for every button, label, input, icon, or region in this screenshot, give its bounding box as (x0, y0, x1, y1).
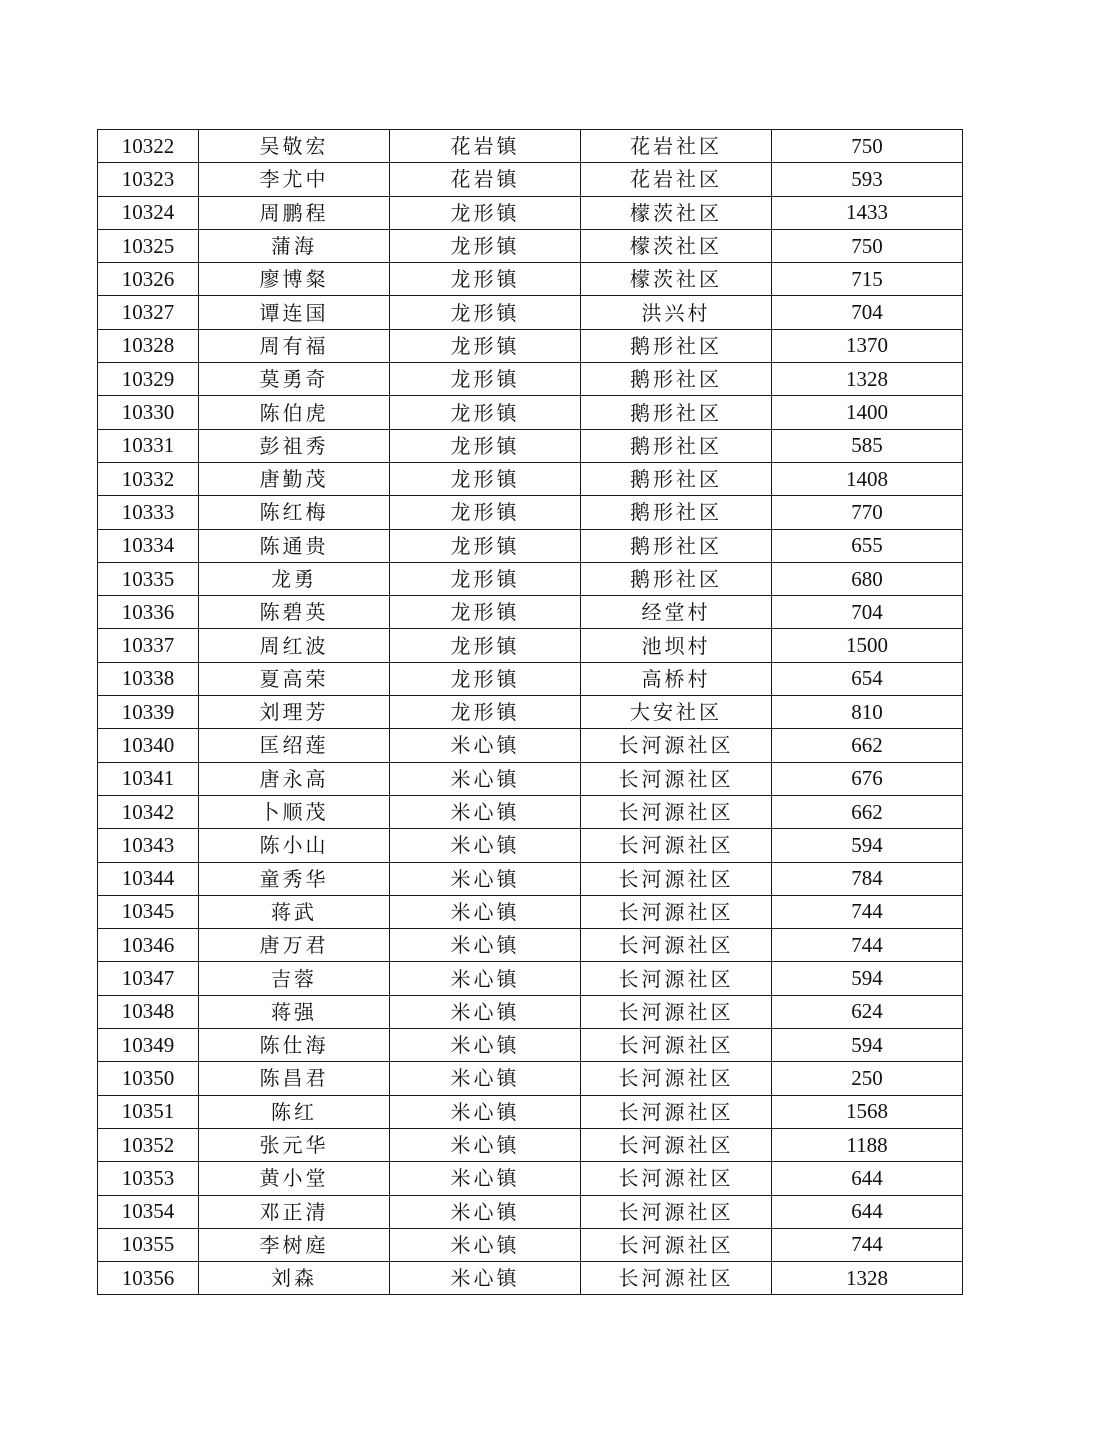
community-cell: 高桥村 (581, 662, 772, 695)
id-cell: 10325 (98, 229, 199, 262)
table-row (98, 1128, 963, 1161)
table-row (98, 1062, 963, 1095)
community-cell: 长河源社区 (581, 962, 772, 995)
town-cell: 米心镇 (390, 862, 581, 895)
name-cell: 匡绍莲 (199, 729, 390, 762)
amount-cell: 654 (772, 662, 963, 695)
id-cell: 10336 (98, 596, 199, 629)
town-cell: 龙形镇 (390, 696, 581, 729)
community-cell: 长河源社区 (581, 1228, 772, 1261)
id-cell: 10344 (98, 862, 199, 895)
table-row (98, 163, 963, 196)
amount-cell: 680 (772, 562, 963, 595)
id-cell: 10354 (98, 1195, 199, 1228)
town-cell: 花岩镇 (390, 163, 581, 196)
community-cell: 长河源社区 (581, 995, 772, 1028)
name-cell: 莫勇奇 (199, 363, 390, 396)
table-row (98, 1095, 963, 1128)
amount-cell: 1433 (772, 196, 963, 229)
amount-cell: 594 (772, 829, 963, 862)
town-cell: 米心镇 (390, 995, 581, 1028)
amount-cell: 810 (772, 696, 963, 729)
table-row (98, 862, 963, 895)
id-cell: 10345 (98, 895, 199, 928)
community-cell: 长河源社区 (581, 762, 772, 795)
town-cell: 龙形镇 (390, 662, 581, 695)
community-cell: 鹅形社区 (581, 529, 772, 562)
id-cell: 10326 (98, 263, 199, 296)
community-cell: 洪兴村 (581, 296, 772, 329)
community-cell: 长河源社区 (581, 1062, 772, 1095)
community-cell: 长河源社区 (581, 1162, 772, 1195)
id-cell: 10323 (98, 163, 199, 196)
amount-cell: 715 (772, 263, 963, 296)
table-row (98, 396, 963, 429)
amount-cell: 655 (772, 529, 963, 562)
name-cell: 童秀华 (199, 862, 390, 895)
id-cell: 10353 (98, 1162, 199, 1195)
community-cell: 鹅形社区 (581, 329, 772, 362)
amount-cell: 594 (772, 1029, 963, 1062)
town-cell: 龙形镇 (390, 496, 581, 529)
amount-cell: 744 (772, 929, 963, 962)
town-cell: 龙形镇 (390, 229, 581, 262)
table-row (98, 130, 963, 163)
amount-cell: 750 (772, 130, 963, 163)
community-cell: 鹅形社区 (581, 396, 772, 429)
town-cell: 米心镇 (390, 829, 581, 862)
id-cell: 10333 (98, 496, 199, 529)
id-cell: 10351 (98, 1095, 199, 1128)
name-cell: 李尤中 (199, 163, 390, 196)
table-row (98, 895, 963, 928)
name-cell: 吉蓉 (199, 962, 390, 995)
amount-cell: 1500 (772, 629, 963, 662)
town-cell: 龙形镇 (390, 629, 581, 662)
town-cell: 龙形镇 (390, 429, 581, 462)
id-cell: 10342 (98, 795, 199, 828)
id-cell: 10337 (98, 629, 199, 662)
town-cell: 龙形镇 (390, 462, 581, 495)
id-cell: 10339 (98, 696, 199, 729)
name-cell: 谭连国 (199, 296, 390, 329)
id-cell: 10335 (98, 562, 199, 595)
community-cell: 花岩社区 (581, 130, 772, 163)
amount-cell: 704 (772, 296, 963, 329)
table-row (98, 1262, 963, 1295)
name-cell: 陈昌君 (199, 1062, 390, 1095)
town-cell: 龙形镇 (390, 263, 581, 296)
name-cell: 龙勇 (199, 562, 390, 595)
town-cell: 龙形镇 (390, 296, 581, 329)
town-cell: 米心镇 (390, 962, 581, 995)
community-cell: 长河源社区 (581, 829, 772, 862)
community-cell: 长河源社区 (581, 795, 772, 828)
amount-cell: 1568 (772, 1095, 963, 1128)
town-cell: 龙形镇 (390, 363, 581, 396)
table-row (98, 629, 963, 662)
town-cell: 米心镇 (390, 795, 581, 828)
id-cell: 10329 (98, 363, 199, 396)
community-cell: 鹅形社区 (581, 429, 772, 462)
id-cell: 10343 (98, 829, 199, 862)
name-cell: 张元华 (199, 1128, 390, 1161)
town-cell: 米心镇 (390, 1095, 581, 1128)
name-cell: 陈红梅 (199, 496, 390, 529)
name-cell: 李树庭 (199, 1228, 390, 1261)
amount-cell: 784 (772, 862, 963, 895)
table-row (98, 196, 963, 229)
town-cell: 龙形镇 (390, 196, 581, 229)
name-cell: 唐永高 (199, 762, 390, 795)
amount-cell: 1328 (772, 1262, 963, 1295)
community-cell: 经堂村 (581, 596, 772, 629)
amount-cell: 644 (772, 1195, 963, 1228)
table-row (98, 562, 963, 595)
community-cell: 檬茨社区 (581, 229, 772, 262)
town-cell: 龙形镇 (390, 596, 581, 629)
name-cell: 邓正清 (199, 1195, 390, 1228)
name-cell: 陈通贵 (199, 529, 390, 562)
town-cell: 米心镇 (390, 929, 581, 962)
amount-cell: 585 (772, 429, 963, 462)
name-cell: 黄小堂 (199, 1162, 390, 1195)
town-cell: 米心镇 (390, 1029, 581, 1062)
id-cell: 10347 (98, 962, 199, 995)
name-cell: 周红波 (199, 629, 390, 662)
town-cell: 米心镇 (390, 1195, 581, 1228)
table-row (98, 496, 963, 529)
id-cell: 10352 (98, 1128, 199, 1161)
amount-cell: 744 (772, 1228, 963, 1261)
town-cell: 龙形镇 (390, 396, 581, 429)
table-row (98, 1162, 963, 1195)
name-cell: 陈红 (199, 1095, 390, 1128)
id-cell: 10328 (98, 329, 199, 362)
amount-cell: 676 (772, 762, 963, 795)
table-row (98, 529, 963, 562)
name-cell: 吴敬宏 (199, 130, 390, 163)
id-cell: 10340 (98, 729, 199, 762)
id-cell: 10349 (98, 1029, 199, 1062)
town-cell: 花岩镇 (390, 130, 581, 163)
table-row (98, 462, 963, 495)
community-cell: 鹅形社区 (581, 462, 772, 495)
community-cell: 鹅形社区 (581, 562, 772, 595)
amount-cell: 594 (772, 962, 963, 995)
table-row (98, 795, 963, 828)
table-row (98, 995, 963, 1028)
table-row (98, 1228, 963, 1261)
table-row (98, 696, 963, 729)
amount-cell: 593 (772, 163, 963, 196)
name-cell: 刘森 (199, 1262, 390, 1295)
name-cell: 唐万君 (199, 929, 390, 962)
community-cell: 长河源社区 (581, 862, 772, 895)
amount-cell: 1328 (772, 363, 963, 396)
id-cell: 10330 (98, 396, 199, 429)
town-cell: 米心镇 (390, 895, 581, 928)
community-cell: 池坝村 (581, 629, 772, 662)
table-row (98, 263, 963, 296)
community-cell: 檬茨社区 (581, 196, 772, 229)
table-row (98, 829, 963, 862)
town-cell: 米心镇 (390, 1228, 581, 1261)
name-cell: 蒋强 (199, 995, 390, 1028)
amount-cell: 1408 (772, 462, 963, 495)
amount-cell: 644 (772, 1162, 963, 1195)
community-cell: 长河源社区 (581, 1262, 772, 1295)
table-row (98, 363, 963, 396)
name-cell: 廖博粲 (199, 263, 390, 296)
name-cell: 周鹏程 (199, 196, 390, 229)
community-cell: 大安社区 (581, 696, 772, 729)
name-cell: 陈伯虎 (199, 396, 390, 429)
community-cell: 长河源社区 (581, 1095, 772, 1128)
name-cell: 唐勤茂 (199, 462, 390, 495)
name-cell: 周有福 (199, 329, 390, 362)
town-cell: 龙形镇 (390, 562, 581, 595)
table-row (98, 1029, 963, 1062)
community-cell: 长河源社区 (581, 1029, 772, 1062)
id-cell: 10331 (98, 429, 199, 462)
amount-cell: 662 (772, 729, 963, 762)
id-cell: 10322 (98, 130, 199, 163)
town-cell: 龙形镇 (390, 529, 581, 562)
name-cell: 刘理芳 (199, 696, 390, 729)
id-cell: 10338 (98, 662, 199, 695)
name-cell: 夏高荣 (199, 662, 390, 695)
amount-cell: 1370 (772, 329, 963, 362)
id-cell: 10356 (98, 1262, 199, 1295)
id-cell: 10350 (98, 1062, 199, 1095)
table-body (98, 130, 963, 1295)
community-cell: 花岩社区 (581, 163, 772, 196)
town-cell: 米心镇 (390, 1128, 581, 1161)
id-cell: 10355 (98, 1228, 199, 1261)
community-cell: 长河源社区 (581, 1195, 772, 1228)
community-cell: 长河源社区 (581, 929, 772, 962)
community-cell: 鹅形社区 (581, 496, 772, 529)
community-cell: 长河源社区 (581, 895, 772, 928)
town-cell: 米心镇 (390, 1162, 581, 1195)
amount-cell: 1400 (772, 396, 963, 429)
table-row (98, 329, 963, 362)
community-cell: 檬茨社区 (581, 263, 772, 296)
table-row (98, 662, 963, 695)
amount-cell: 750 (772, 229, 963, 262)
id-cell: 10334 (98, 529, 199, 562)
id-cell: 10332 (98, 462, 199, 495)
town-cell: 米心镇 (390, 762, 581, 795)
name-cell: 蒋武 (199, 895, 390, 928)
community-cell: 长河源社区 (581, 1128, 772, 1161)
amount-cell: 1188 (772, 1128, 963, 1161)
id-cell: 10348 (98, 995, 199, 1028)
id-cell: 10346 (98, 929, 199, 962)
table-row (98, 296, 963, 329)
name-cell: 陈仕海 (199, 1029, 390, 1062)
id-cell: 10324 (98, 196, 199, 229)
amount-cell: 770 (772, 496, 963, 529)
town-cell: 米心镇 (390, 1262, 581, 1295)
table-row (98, 762, 963, 795)
table-row (98, 1195, 963, 1228)
community-cell: 长河源社区 (581, 729, 772, 762)
town-cell: 米心镇 (390, 1062, 581, 1095)
table-row (98, 729, 963, 762)
name-cell: 卜顺茂 (199, 795, 390, 828)
id-cell: 10341 (98, 762, 199, 795)
name-cell: 蒲海 (199, 229, 390, 262)
id-cell: 10327 (98, 296, 199, 329)
town-cell: 龙形镇 (390, 329, 581, 362)
amount-cell: 624 (772, 995, 963, 1028)
table-row (98, 962, 963, 995)
town-cell: 米心镇 (390, 729, 581, 762)
table-row (98, 229, 963, 262)
community-cell: 鹅形社区 (581, 363, 772, 396)
amount-cell: 704 (772, 596, 963, 629)
amount-cell: 250 (772, 1062, 963, 1095)
records-table (97, 129, 963, 1295)
amount-cell: 744 (772, 895, 963, 928)
name-cell: 彭祖秀 (199, 429, 390, 462)
amount-cell: 662 (772, 795, 963, 828)
name-cell: 陈碧英 (199, 596, 390, 629)
table-row (98, 596, 963, 629)
table-row (98, 429, 963, 462)
name-cell: 陈小山 (199, 829, 390, 862)
table-row (98, 929, 963, 962)
